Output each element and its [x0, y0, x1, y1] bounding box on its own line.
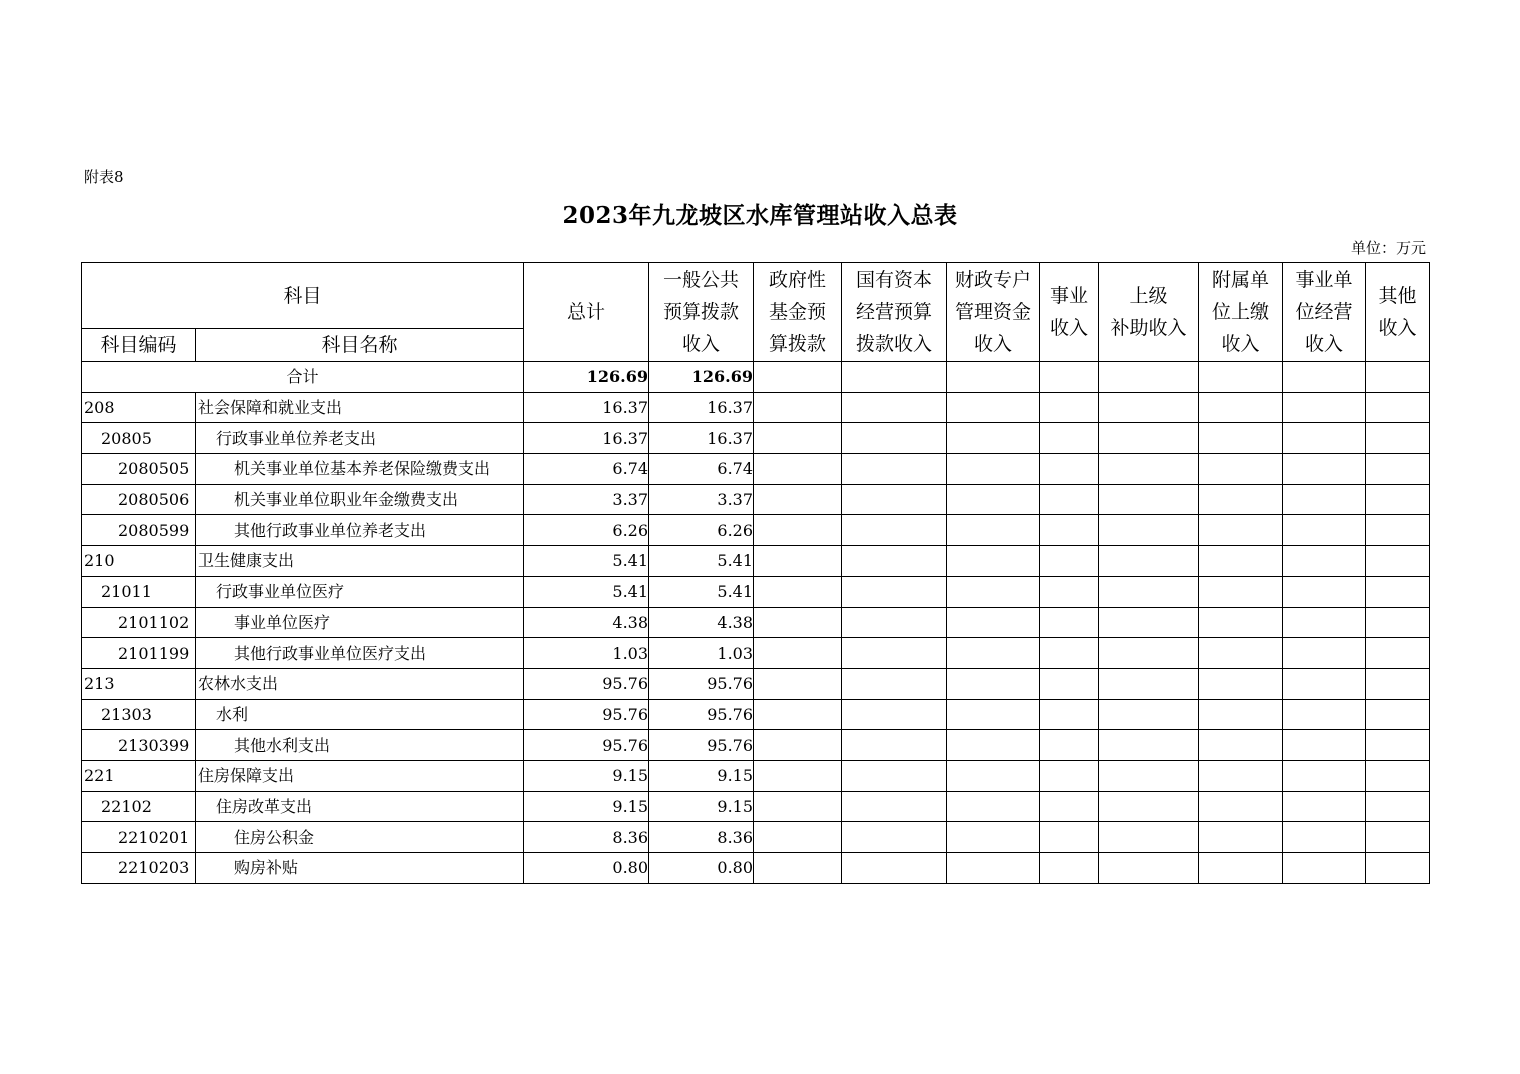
empty-cell — [1040, 791, 1099, 822]
row-general-budget: 8.36 — [649, 822, 754, 853]
table-row — [82, 668, 1430, 699]
empty-cell — [1099, 454, 1199, 485]
row-total: 6.74 — [524, 454, 649, 485]
empty-cell — [1366, 699, 1430, 730]
empty-cell — [1366, 392, 1430, 423]
empty-cell — [1199, 423, 1283, 454]
empty-cell — [1040, 454, 1099, 485]
header-fiscal-special: 财政专户 管理资金 收入 — [947, 263, 1040, 362]
empty-cell — [1040, 392, 1099, 423]
row-general-budget: 95.76 — [649, 730, 754, 761]
total-label: 合计 — [82, 362, 524, 393]
empty-cell — [1199, 791, 1283, 822]
header-general-budget: 一般公共 预算拨款 收入 — [649, 263, 754, 362]
empty-cell — [1099, 484, 1199, 515]
row-total: 9.15 — [524, 791, 649, 822]
row-total: 95.76 — [524, 699, 649, 730]
empty-cell — [1199, 668, 1283, 699]
empty-cell — [842, 668, 947, 699]
subject-name: 机关事业单位基本养老保险缴费支出 — [196, 454, 524, 485]
empty-cell — [1099, 699, 1199, 730]
empty-cell — [1199, 822, 1283, 853]
subject-name: 社会保障和就业支出 — [196, 392, 524, 423]
empty-cell — [1199, 454, 1283, 485]
empty-cell — [947, 668, 1040, 699]
empty-cell — [947, 515, 1040, 546]
empty-cell — [1040, 853, 1099, 884]
table-row — [82, 853, 1430, 884]
empty-cell — [842, 454, 947, 485]
empty-cell — [1283, 699, 1366, 730]
empty-cell — [1099, 392, 1199, 423]
empty-cell — [1199, 638, 1283, 669]
empty-cell — [947, 454, 1040, 485]
empty-cell — [947, 699, 1040, 730]
row-total: 16.37 — [524, 423, 649, 454]
empty-cell — [754, 515, 842, 546]
subject-name: 水利 — [196, 699, 524, 730]
empty-cell — [1366, 791, 1430, 822]
empty-cell — [1040, 546, 1099, 577]
empty-cell — [754, 392, 842, 423]
empty-cell — [754, 822, 842, 853]
row-general-budget: 95.76 — [649, 699, 754, 730]
subject-name: 住房公积金 — [196, 822, 524, 853]
table-row — [82, 730, 1430, 761]
row-total: 3.37 — [524, 484, 649, 515]
empty-cell — [1040, 484, 1099, 515]
empty-cell — [1366, 576, 1430, 607]
empty-cell — [1283, 668, 1366, 699]
header-affiliate: 附属单 位上缴 收入 — [1199, 263, 1283, 362]
table-row — [82, 392, 1430, 423]
empty-cell — [754, 607, 842, 638]
row-total: 95.76 — [524, 730, 649, 761]
empty-cell — [754, 484, 842, 515]
empty-cell — [1283, 484, 1366, 515]
row-total: 5.41 — [524, 546, 649, 577]
empty-cell — [754, 699, 842, 730]
subject-code: 2101199 — [82, 638, 196, 669]
empty-cell — [1283, 791, 1366, 822]
row-general-budget: 9.15 — [649, 791, 754, 822]
subject-name: 住房改革支出 — [196, 791, 524, 822]
subject-code: 221 — [82, 760, 196, 791]
empty-cell — [842, 484, 947, 515]
empty-cell — [947, 546, 1040, 577]
row-general-budget: 5.41 — [649, 546, 754, 577]
empty-cell — [1099, 853, 1199, 884]
empty-cell — [842, 853, 947, 884]
empty-cell — [1283, 392, 1366, 423]
row-general-budget: 16.37 — [649, 423, 754, 454]
empty-cell — [947, 760, 1040, 791]
empty-cell — [1199, 730, 1283, 761]
row-total: 4.38 — [524, 607, 649, 638]
subject-code: 21303 — [82, 699, 196, 730]
row-general-budget: 16.37 — [649, 392, 754, 423]
total-amount: 126.69 — [524, 362, 649, 393]
empty-cell — [1040, 515, 1099, 546]
row-total: 9.15 — [524, 760, 649, 791]
empty-cell — [947, 822, 1040, 853]
subject-code: 20805 — [82, 423, 196, 454]
subject-code: 210 — [82, 546, 196, 577]
row-general-budget: 6.74 — [649, 454, 754, 485]
subject-code: 208 — [82, 392, 196, 423]
empty-cell — [1099, 515, 1199, 546]
empty-cell — [754, 638, 842, 669]
empty-cell — [754, 668, 842, 699]
empty-cell — [947, 392, 1040, 423]
empty-cell — [842, 576, 947, 607]
row-total: 5.41 — [524, 576, 649, 607]
empty-cell — [1366, 638, 1430, 669]
empty-cell — [1366, 822, 1430, 853]
empty-cell — [1199, 546, 1283, 577]
subject-name: 机关事业单位职业年金缴费支出 — [196, 484, 524, 515]
empty-cell — [1366, 515, 1430, 546]
table-row — [82, 791, 1430, 822]
subject-code: 21011 — [82, 576, 196, 607]
empty-cell — [1366, 546, 1430, 577]
table-row — [82, 638, 1430, 669]
row-general-budget: 9.15 — [649, 760, 754, 791]
empty-cell — [1099, 638, 1199, 669]
empty-cell — [1040, 668, 1099, 699]
row-total: 0.80 — [524, 853, 649, 884]
header-business-income: 事业 收入 — [1040, 263, 1099, 362]
empty-cell — [754, 423, 842, 454]
subject-name: 住房保障支出 — [196, 760, 524, 791]
table-row — [82, 607, 1430, 638]
row-general-budget: 6.26 — [649, 515, 754, 546]
header-subject: 科目 — [82, 263, 524, 329]
subject-code: 2101102 — [82, 607, 196, 638]
empty-cell — [754, 853, 842, 884]
empty-cell — [1040, 760, 1099, 791]
empty-cell — [947, 607, 1040, 638]
header-code: 科目编码 — [82, 329, 196, 362]
empty-cell — [1283, 576, 1366, 607]
empty-cell — [947, 730, 1040, 761]
subject-code: 2080505 — [82, 454, 196, 485]
empty-cell — [754, 546, 842, 577]
empty-cell — [1199, 576, 1283, 607]
row-general-budget: 3.37 — [649, 484, 754, 515]
empty-cell — [1283, 853, 1366, 884]
page-title: 2023年九龙坡区水库管理站收入总表 — [562, 202, 958, 229]
empty-cell — [1283, 515, 1366, 546]
empty-cell — [754, 576, 842, 607]
empty-cell — [754, 760, 842, 791]
header-other: 其他 收入 — [1366, 263, 1430, 362]
empty-cell — [842, 730, 947, 761]
empty-cell — [1199, 484, 1283, 515]
empty-cell — [1366, 607, 1430, 638]
row-general-budget: 1.03 — [649, 638, 754, 669]
empty-cell — [1099, 607, 1199, 638]
empty-cell — [1199, 699, 1283, 730]
empty-cell — [1199, 392, 1283, 423]
header-state-capital: 国有资本 经营预算 拨款收入 — [842, 263, 947, 362]
empty-cell — [842, 515, 947, 546]
empty-cell — [754, 730, 842, 761]
row-general-budget: 4.38 — [649, 607, 754, 638]
subject-code: 2080599 — [82, 515, 196, 546]
unit-label: 单位：万元 — [1350, 239, 1426, 257]
subject-name: 行政事业单位医疗 — [196, 576, 524, 607]
table-row — [82, 546, 1430, 577]
empty-cell — [1040, 607, 1099, 638]
empty-cell — [1099, 791, 1199, 822]
empty-cell — [842, 822, 947, 853]
subject-name: 购房补贴 — [196, 853, 524, 884]
subject-name: 行政事业单位养老支出 — [196, 423, 524, 454]
empty-cell — [947, 423, 1040, 454]
empty-cell — [1366, 760, 1430, 791]
empty-cell — [1099, 546, 1199, 577]
empty-cell — [754, 791, 842, 822]
row-general-budget: 5.41 — [649, 576, 754, 607]
empty-cell — [1099, 730, 1199, 761]
total-row — [82, 362, 1430, 393]
empty-cell — [1366, 484, 1430, 515]
table-row — [82, 423, 1430, 454]
empty-cell — [842, 760, 947, 791]
empty-cell — [1283, 822, 1366, 853]
header-total: 总计 — [524, 263, 649, 362]
subject-code: 2210201 — [82, 822, 196, 853]
table-row — [82, 484, 1430, 515]
subject-name: 其他行政事业单位医疗支出 — [196, 638, 524, 669]
subject-code: 2210203 — [82, 853, 196, 884]
empty-cell — [1040, 423, 1099, 454]
subject-code: 213 — [82, 668, 196, 699]
empty-cell — [1099, 822, 1199, 853]
table-row — [82, 576, 1430, 607]
empty-cell — [1283, 423, 1366, 454]
empty-cell — [842, 638, 947, 669]
empty-cell — [947, 484, 1040, 515]
total-general-budget: 126.69 — [649, 362, 754, 393]
income-summary-table — [81, 262, 1430, 884]
row-total: 8.36 — [524, 822, 649, 853]
row-total: 95.76 — [524, 668, 649, 699]
empty-cell — [842, 791, 947, 822]
empty-cell — [842, 392, 947, 423]
empty-cell — [947, 576, 1040, 607]
empty-cell — [754, 454, 842, 485]
table-row — [82, 454, 1430, 485]
empty-cell — [1040, 699, 1099, 730]
empty-cell — [1283, 638, 1366, 669]
empty-cell — [842, 607, 947, 638]
empty-cell — [1283, 546, 1366, 577]
subject-name: 卫生健康支出 — [196, 546, 524, 577]
empty-cell — [1099, 760, 1199, 791]
empty-cell — [1199, 515, 1283, 546]
row-total: 16.37 — [524, 392, 649, 423]
empty-cell — [1283, 730, 1366, 761]
empty-cell — [842, 546, 947, 577]
empty-cell — [1283, 607, 1366, 638]
empty-cell — [1040, 576, 1099, 607]
empty-cell — [947, 791, 1040, 822]
empty-cell — [1040, 730, 1099, 761]
empty-cell — [1099, 668, 1199, 699]
empty-cell — [1199, 607, 1283, 638]
empty-cell — [1099, 576, 1199, 607]
subject-code: 22102 — [82, 791, 196, 822]
row-total: 1.03 — [524, 638, 649, 669]
table-row — [82, 760, 1430, 791]
empty-cell — [1366, 668, 1430, 699]
empty-cell — [1366, 853, 1430, 884]
empty-cell — [1199, 760, 1283, 791]
subject-name: 其他行政事业单位养老支出 — [196, 515, 524, 546]
empty-cell — [947, 853, 1040, 884]
subject-code: 2130399 — [82, 730, 196, 761]
empty-cell — [1366, 454, 1430, 485]
row-total: 6.26 — [524, 515, 649, 546]
empty-cell — [1199, 853, 1283, 884]
row-general-budget: 95.76 — [649, 668, 754, 699]
empty-cell — [1283, 760, 1366, 791]
empty-cell — [947, 638, 1040, 669]
header-name: 科目名称 — [196, 329, 524, 362]
empty-cell — [1040, 638, 1099, 669]
empty-cell — [1283, 454, 1366, 485]
table-row — [82, 699, 1430, 730]
empty-cell — [842, 699, 947, 730]
header-operating: 事业单 位经营 收入 — [1283, 263, 1366, 362]
table-row — [82, 515, 1430, 546]
subject-name: 事业单位医疗 — [196, 607, 524, 638]
empty-cell — [1366, 730, 1430, 761]
empty-cell — [842, 423, 947, 454]
subject-code: 2080506 — [82, 484, 196, 515]
row-general-budget: 0.80 — [649, 853, 754, 884]
subject-name: 其他水利支出 — [196, 730, 524, 761]
empty-cell — [1040, 822, 1099, 853]
empty-cell — [1099, 423, 1199, 454]
annex-label: 附表8 — [84, 168, 124, 186]
empty-cell — [1366, 423, 1430, 454]
table-row — [82, 822, 1430, 853]
header-superior-subsidy: 上级 补助收入 — [1099, 263, 1199, 362]
subject-name: 农林水支出 — [196, 668, 524, 699]
header-gov-fund: 政府性 基金预 算拨款 — [754, 263, 842, 362]
